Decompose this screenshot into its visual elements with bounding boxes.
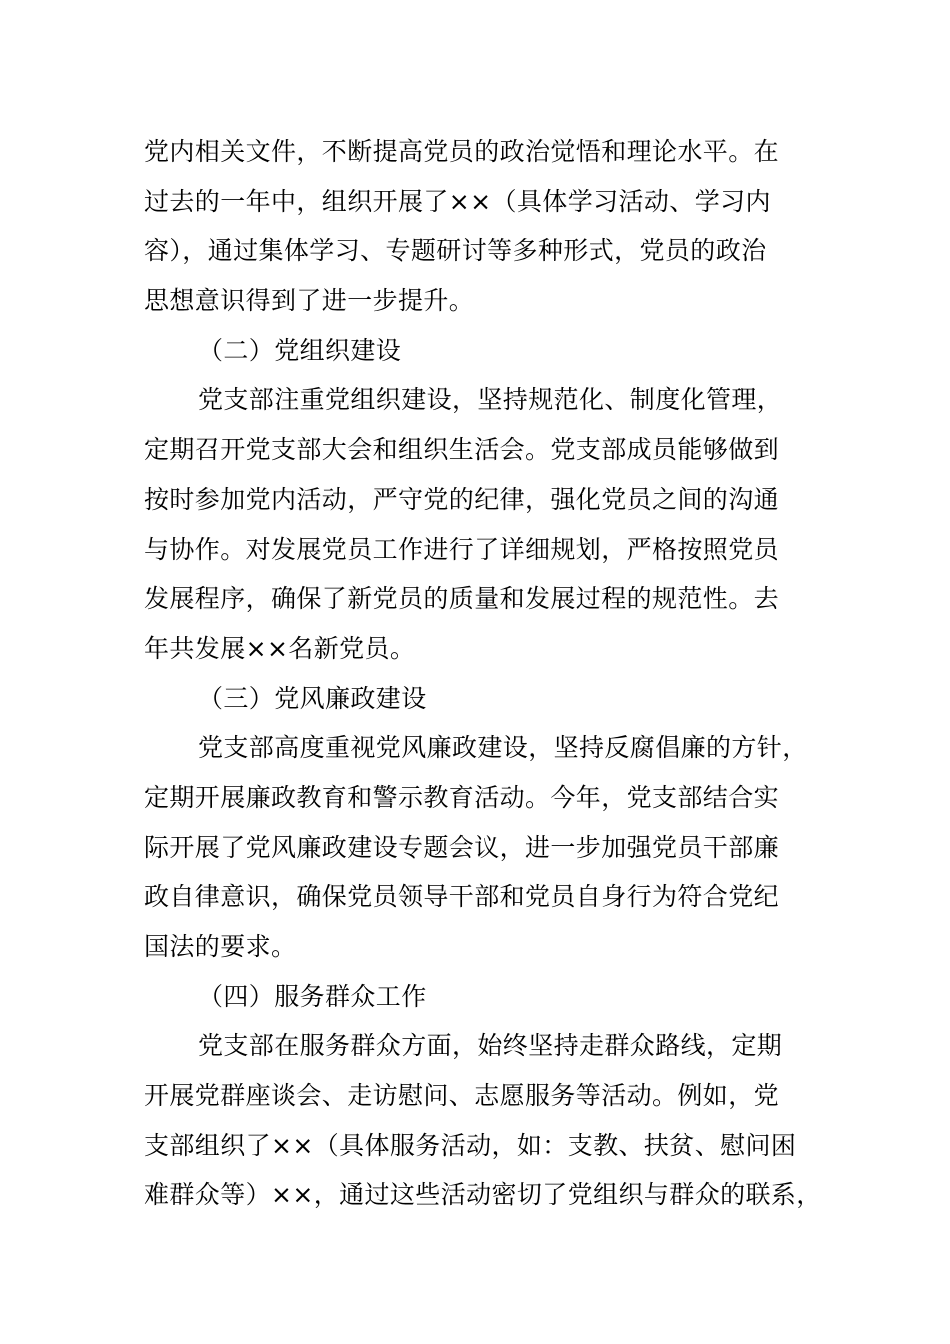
body-line: 际开展了党风廉政建设专题会议，进一步加强党员干部廉	[144, 832, 780, 862]
section-heading: （四）服务群众工作	[198, 981, 427, 1011]
body-line: 开展党群座谈会、走访慰问、志愿服务等活动。例如，党	[144, 1081, 780, 1111]
body-line: 与协作。对发展党员工作进行了详细规划，严格按照党员	[144, 534, 780, 564]
paragraph-first-line: 党支部在服务群众方面，始终坚持走群众路线，定期	[198, 1031, 783, 1061]
body-line: 支部组织了××（具体服务活动，如：支教、扶贫、慰问困	[144, 1130, 797, 1160]
body-line: 国法的要求。	[144, 932, 297, 961]
body-line: 发展程序，确保了新党员的质量和发展过程的规范性。去	[144, 584, 780, 614]
body-line: 容），通过集体学习、专题研讨等多种形式，党员的政治	[144, 236, 767, 266]
body-line: 定期召开党支部大会和组织生活会。党支部成员能够做到	[144, 435, 780, 465]
body-line: 政自律意识，确保党员领导干部和党员自身行为符合党纪	[144, 882, 780, 912]
body-line: 年共发展××名新党员。	[144, 633, 416, 663]
body-line: 难群众等）××，通过这些活动密切了党组织与群众的联系，	[144, 1180, 822, 1210]
section-heading: （二）党组织建设	[198, 335, 402, 365]
body-line: 思想意识得到了进一步提升。	[144, 286, 475, 316]
body-line: 按时参加党内活动，严守党的纪律，强化党员之间的沟通	[144, 484, 780, 514]
body-line: 定期开展廉政教育和警示教育活动。今年，党支部结合实	[144, 782, 780, 812]
paragraph-first-line: 党支部注重党组织建设，坚持规范化、制度化管理，	[198, 385, 783, 415]
section-heading: （三）党风廉政建设	[198, 683, 427, 713]
document-body	[144, 127, 844, 1220]
paragraph-first-line: 党支部高度重视党风廉政建设，坚持反腐倡廉的方针，	[198, 733, 808, 763]
body-line: 党内相关文件，不断提高党员的政治觉悟和理论水平。在	[144, 137, 780, 166]
body-line: 过去的一年中，组织开展了××（具体学习活动、学习内	[144, 186, 771, 216]
